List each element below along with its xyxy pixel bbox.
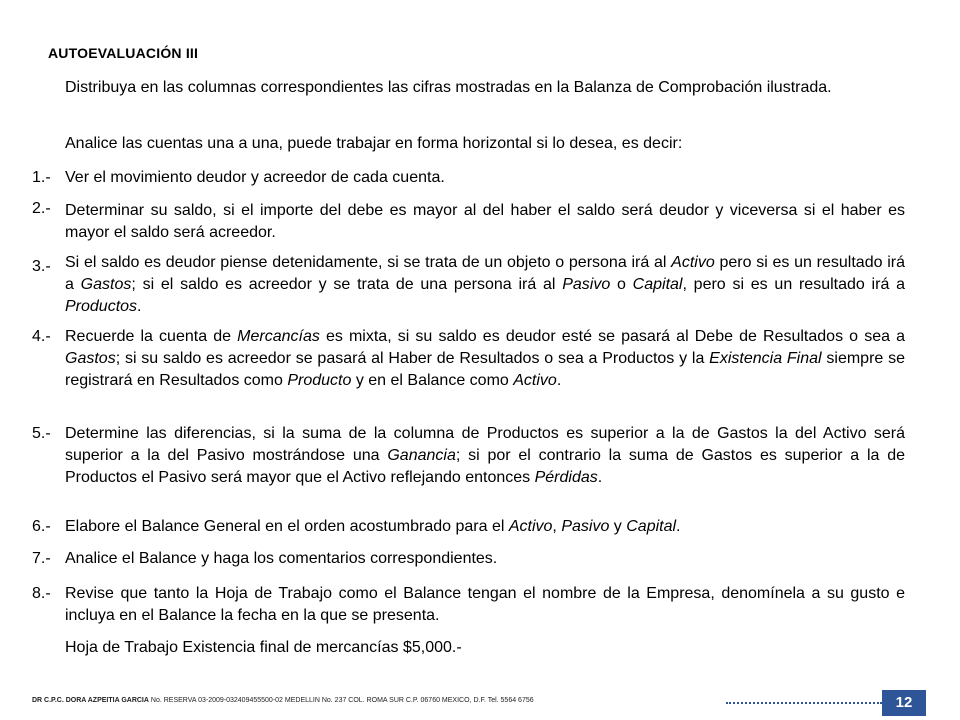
list-item-number: 5.- (32, 425, 51, 442)
page-number-badge: 12 (882, 690, 926, 716)
list-item-text: Determine las diferencias, si la suma de la columna de Productos es superior a la de Gastos la del Activo será superior a la del Pasivo mostrándose una Ganancia; si por el contrario la suma de Gastos es superior a la de Productos el Pasivo será mayor que el Activo reflejando entonces Pérdidas. (65, 425, 906, 486)
closing-line: Hoja de Trabajo Existencia final de mercancías $5,000.- (65, 639, 462, 656)
list-item-number: 2.- (32, 200, 51, 217)
footer-credits (32, 697, 534, 704)
list-item-text: Analice el Balance y haga los comentarios correspondientes. (65, 550, 498, 567)
list-item-4 (32, 326, 905, 392)
list-item-2 (32, 196, 905, 244)
list-item-number: 1.- (32, 169, 51, 186)
list-item-text: Determinar su saldo, si el importe del debe es mayor al del haber el saldo será deudor y viceversa si el haber es mayor el saldo será acreedor. (65, 202, 905, 241)
list-item-8 (32, 583, 905, 627)
intro-paragraph-2: Analice las cuentas una a una, puede trabajar en forma horizontal si lo desea, es decir: (65, 135, 683, 152)
list-item-number: 6.- (32, 518, 51, 535)
list-item-7 (32, 548, 905, 570)
list-item-number: 3.- (32, 258, 51, 275)
list-item-5 (32, 423, 905, 489)
list-item-text: Ver el movimiento deudor y acreedor de cada cuenta. (65, 169, 445, 186)
list-item-text: Revise que tanto la Hoja de Trabajo como el Balance tengan el nombre de la Empresa, denomínela a su gusto e incluya en el Balance la fecha en la que se presenta. (65, 585, 905, 624)
list-item-text: Recuerde la cuenta de Mercancías es mixta, si su saldo es deudor esté se pasará al Debe de Resultados o sea a Gastos; si su saldo es acreedor se pasará al Haber de Resultados o sea a Productos y la Existencia Final siempre se registrará en Resultados como Producto y en el Balance como Activo. (65, 328, 906, 389)
list-item-number: 4.- (32, 328, 51, 345)
footer-details: No. RESERVA 03-2009-032409455500-02 MEDELLIN No. 237 COL. ROMA SUR C.P. 06760 MEXICO, D.F. Tel. 5564 6756 (148, 697, 534, 704)
intro-paragraph-1: Distribuya en las columnas correspondientes las cifras mostradas en la Balanza de Comprobación ilustrada. (65, 79, 832, 96)
list-item-number: 8.- (32, 585, 51, 602)
list-item-3 (32, 252, 905, 318)
footer-author: DR C.P.C. DORA AZPEITIA GARCIA (32, 697, 149, 704)
list-item-number: 7.- (32, 550, 51, 567)
list-item-1 (32, 167, 905, 189)
section-heading: AUTOEVALUACIÓN III (48, 45, 199, 61)
list-item-text: Si el saldo es deudor piense detenidamente, si se trata de un objeto o persona irá al Activo pero si es un resultado irá a Gastos; si el saldo es acreedor y se trata de una persona irá al Pasivo o Capital, pero si es un resultado irá a Productos. (65, 254, 906, 315)
footer-dotted-rule (726, 702, 882, 704)
list-item-6 (32, 516, 905, 538)
list-item-text: Elabore el Balance General en el orden acostumbrado para el Activo, Pasivo y Capital. (65, 518, 681, 535)
